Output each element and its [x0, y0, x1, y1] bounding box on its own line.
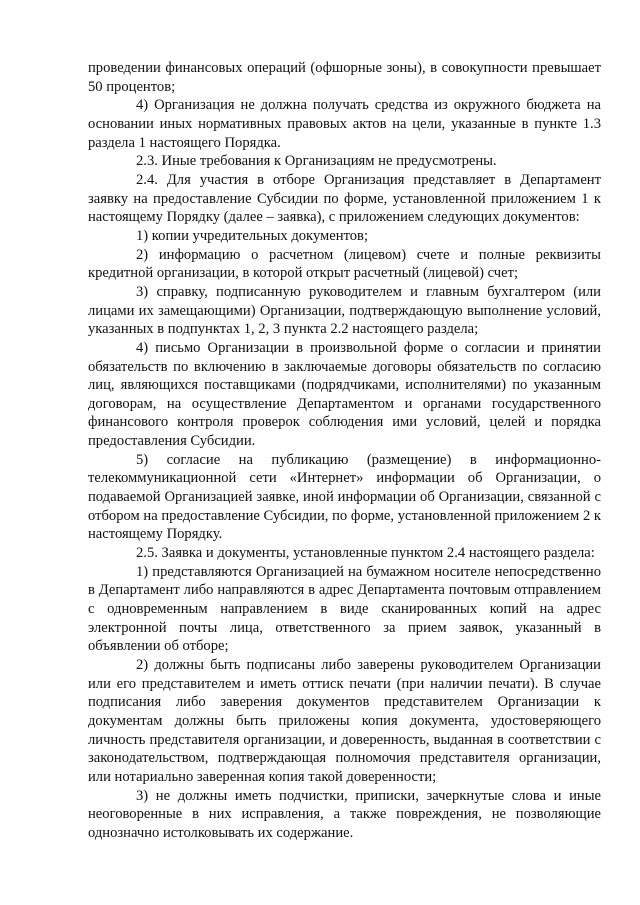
paragraph-section-2-5: 2.5. Заявка и документы, установленные пунктом 2.4 настоящего раздела:	[136, 545, 595, 562]
paragraph-2-5-item-1: 1) представляются Организацией на бумажном носителе непосредственно в Департамент либо направляются в адрес Департамента почтовым отправлением с одновременным направлением в виде сканированных копий на адрес электронной почты лица, ответственного за прием заявок, указанный в объявлении об отборе;	[88, 563, 601, 655]
paragraph-section-2-4: 2.4. Для участия в отборе Организация представляет в Департамент заявку на предоставление Субсидии по форме, установленной приложением 1 к настоящему Порядку (далее – заявка), с приложением следующих документов:	[88, 171, 601, 226]
paragraph-2-5-item-3: 3) не должны иметь подчистки, приписки, зачеркнутые слова и иные неоговоренные в них исправления, а также повреждения, не позволяющие однозначно истолковывать их содержание.	[88, 787, 601, 841]
paragraph-continuation: проведении финансовых операций (офшорные зоны), в совокупности превышает 50 процентов;	[88, 60, 601, 95]
paragraph-2-5-item-2: 2) должны быть подписаны либо заверены руководителем Организации или его представителем и иметь оттиск печати (при наличии печати). В случае подписания либо заверения документов представителем Организации к документам должны быть приложены копия документа, удостоверяющего личность представителя организации, и доверенность, выданная в соответствии с законодательством, подтверждающая полномочия представителя организации, или нотариально заверенная копия такой доверенности;	[88, 657, 601, 785]
paragraph-item-4: 4) Организация не должна получать средства из окружного бюджета на основании иных нормативных правовых актов на цели, указанные в пункте 1.3 раздела 1 настоящего Порядка.	[88, 97, 601, 151]
document-page	[88, 59, 601, 843]
paragraph-2-4-item-5: 5) согласие на публикацию (размещение) в информационно-телекоммуникационной сети «Интернет» информации об Организации, о подаваемой Организацией заявке, иной информации об Организации, связанной с отбором на предоставление Субсидии, по форме, установленной приложением 2 к настоящему Порядку.	[88, 451, 601, 543]
paragraph-2-4-item-4: 4) письмо Организации в произвольной форме о согласии и принятии обязательств по включению в заключаемые договоры обязательств по согласию лиц, являющихся поставщиками (подрядчиками, исполнителями) по указанным договорам, на осуществление Департаментом и органами государственного финансового контроля проверок соблюдения ими условий, целей и порядка предоставления Субсидии.	[88, 339, 601, 450]
paragraph-2-4-item-3: 3) справку, подписанную руководителем и главным бухгалтером (или лицами их замещающими) Организации, подтверждающую выполнение условий, указанных в подпунктах 1, 2, 3 пункта 2.2 настоящего раздела;	[88, 283, 601, 338]
paragraph-2-4-item-2: 2) информацию о расчетном (лицевом) счете и полные реквизиты кредитной организации, в которой открыт расчетный (лицевой) счет;	[88, 246, 601, 282]
paragraph-section-2-3: 2.3. Иные требования к Организациям не предусмотрены.	[136, 153, 497, 170]
paragraph-2-4-item-1: 1) копии учредительных документов;	[136, 227, 368, 244]
